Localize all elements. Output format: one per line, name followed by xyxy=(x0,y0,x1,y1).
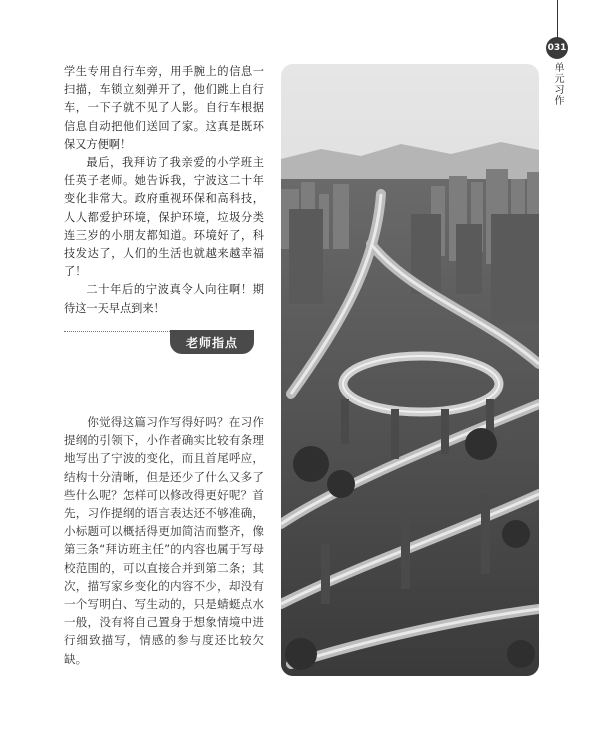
story-paragraph: 二十年后的宁波真令人向往啊！期待这一天早点到来！ xyxy=(64,283,264,315)
teacher-guide-header xyxy=(64,330,254,356)
teacher-guide-text xyxy=(64,413,264,668)
margin-rule xyxy=(557,0,558,40)
dotted-divider xyxy=(64,331,174,332)
story-paragraph: 学生专用自行车旁，用手腕上的信息一扫描，车锁立刻弹开了，他们跳上自行车，一下子就不见了人影。自行车根据信息自动把他们送回了家。这真是既环保又方便啊！ xyxy=(64,65,264,151)
story-text xyxy=(64,63,264,318)
guide-paragraph: 你觉得这篇习作写得好吗？在习作提纲的引领下，小作者确实比较有条理地写出了宁波的变化，而且首尾呼应，结构十分清晰，但是还少了什么又多了些什么呢？怎样可以修改得更好呢？首先，习作提纲的语言表达还不够准确，小标题可以概括得更加简洁而整齐，像第三条“拜访班主任”的内容也属于写母校范围的，可以直接合并到第二条；其次，描写家乡变化的内容不少，却没有一个写明白、写生动的，只是蜻蜓点水一般，没有将自己置身于想象情境中进行细致描写，情感的参与度还比较欠缺。 xyxy=(64,415,264,666)
story-paragraph: 最后，我拜访了我亲爱的小学班主任英子老师。她告诉我，宁波这二十年变化非常大。政府重视环保和高科技，人人都爱护环境，保护环境，垃圾分类连三岁的小朋友都知道。环境好了，科技发达了，人们的生活也就越来越幸福了！ xyxy=(64,156,264,279)
teacher-guide-title: 老师指点 xyxy=(170,330,254,354)
page-number-badge: 031 xyxy=(546,37,568,59)
city-interchange-photo xyxy=(281,64,539,676)
unit-label: 单元习作 xyxy=(552,62,563,106)
